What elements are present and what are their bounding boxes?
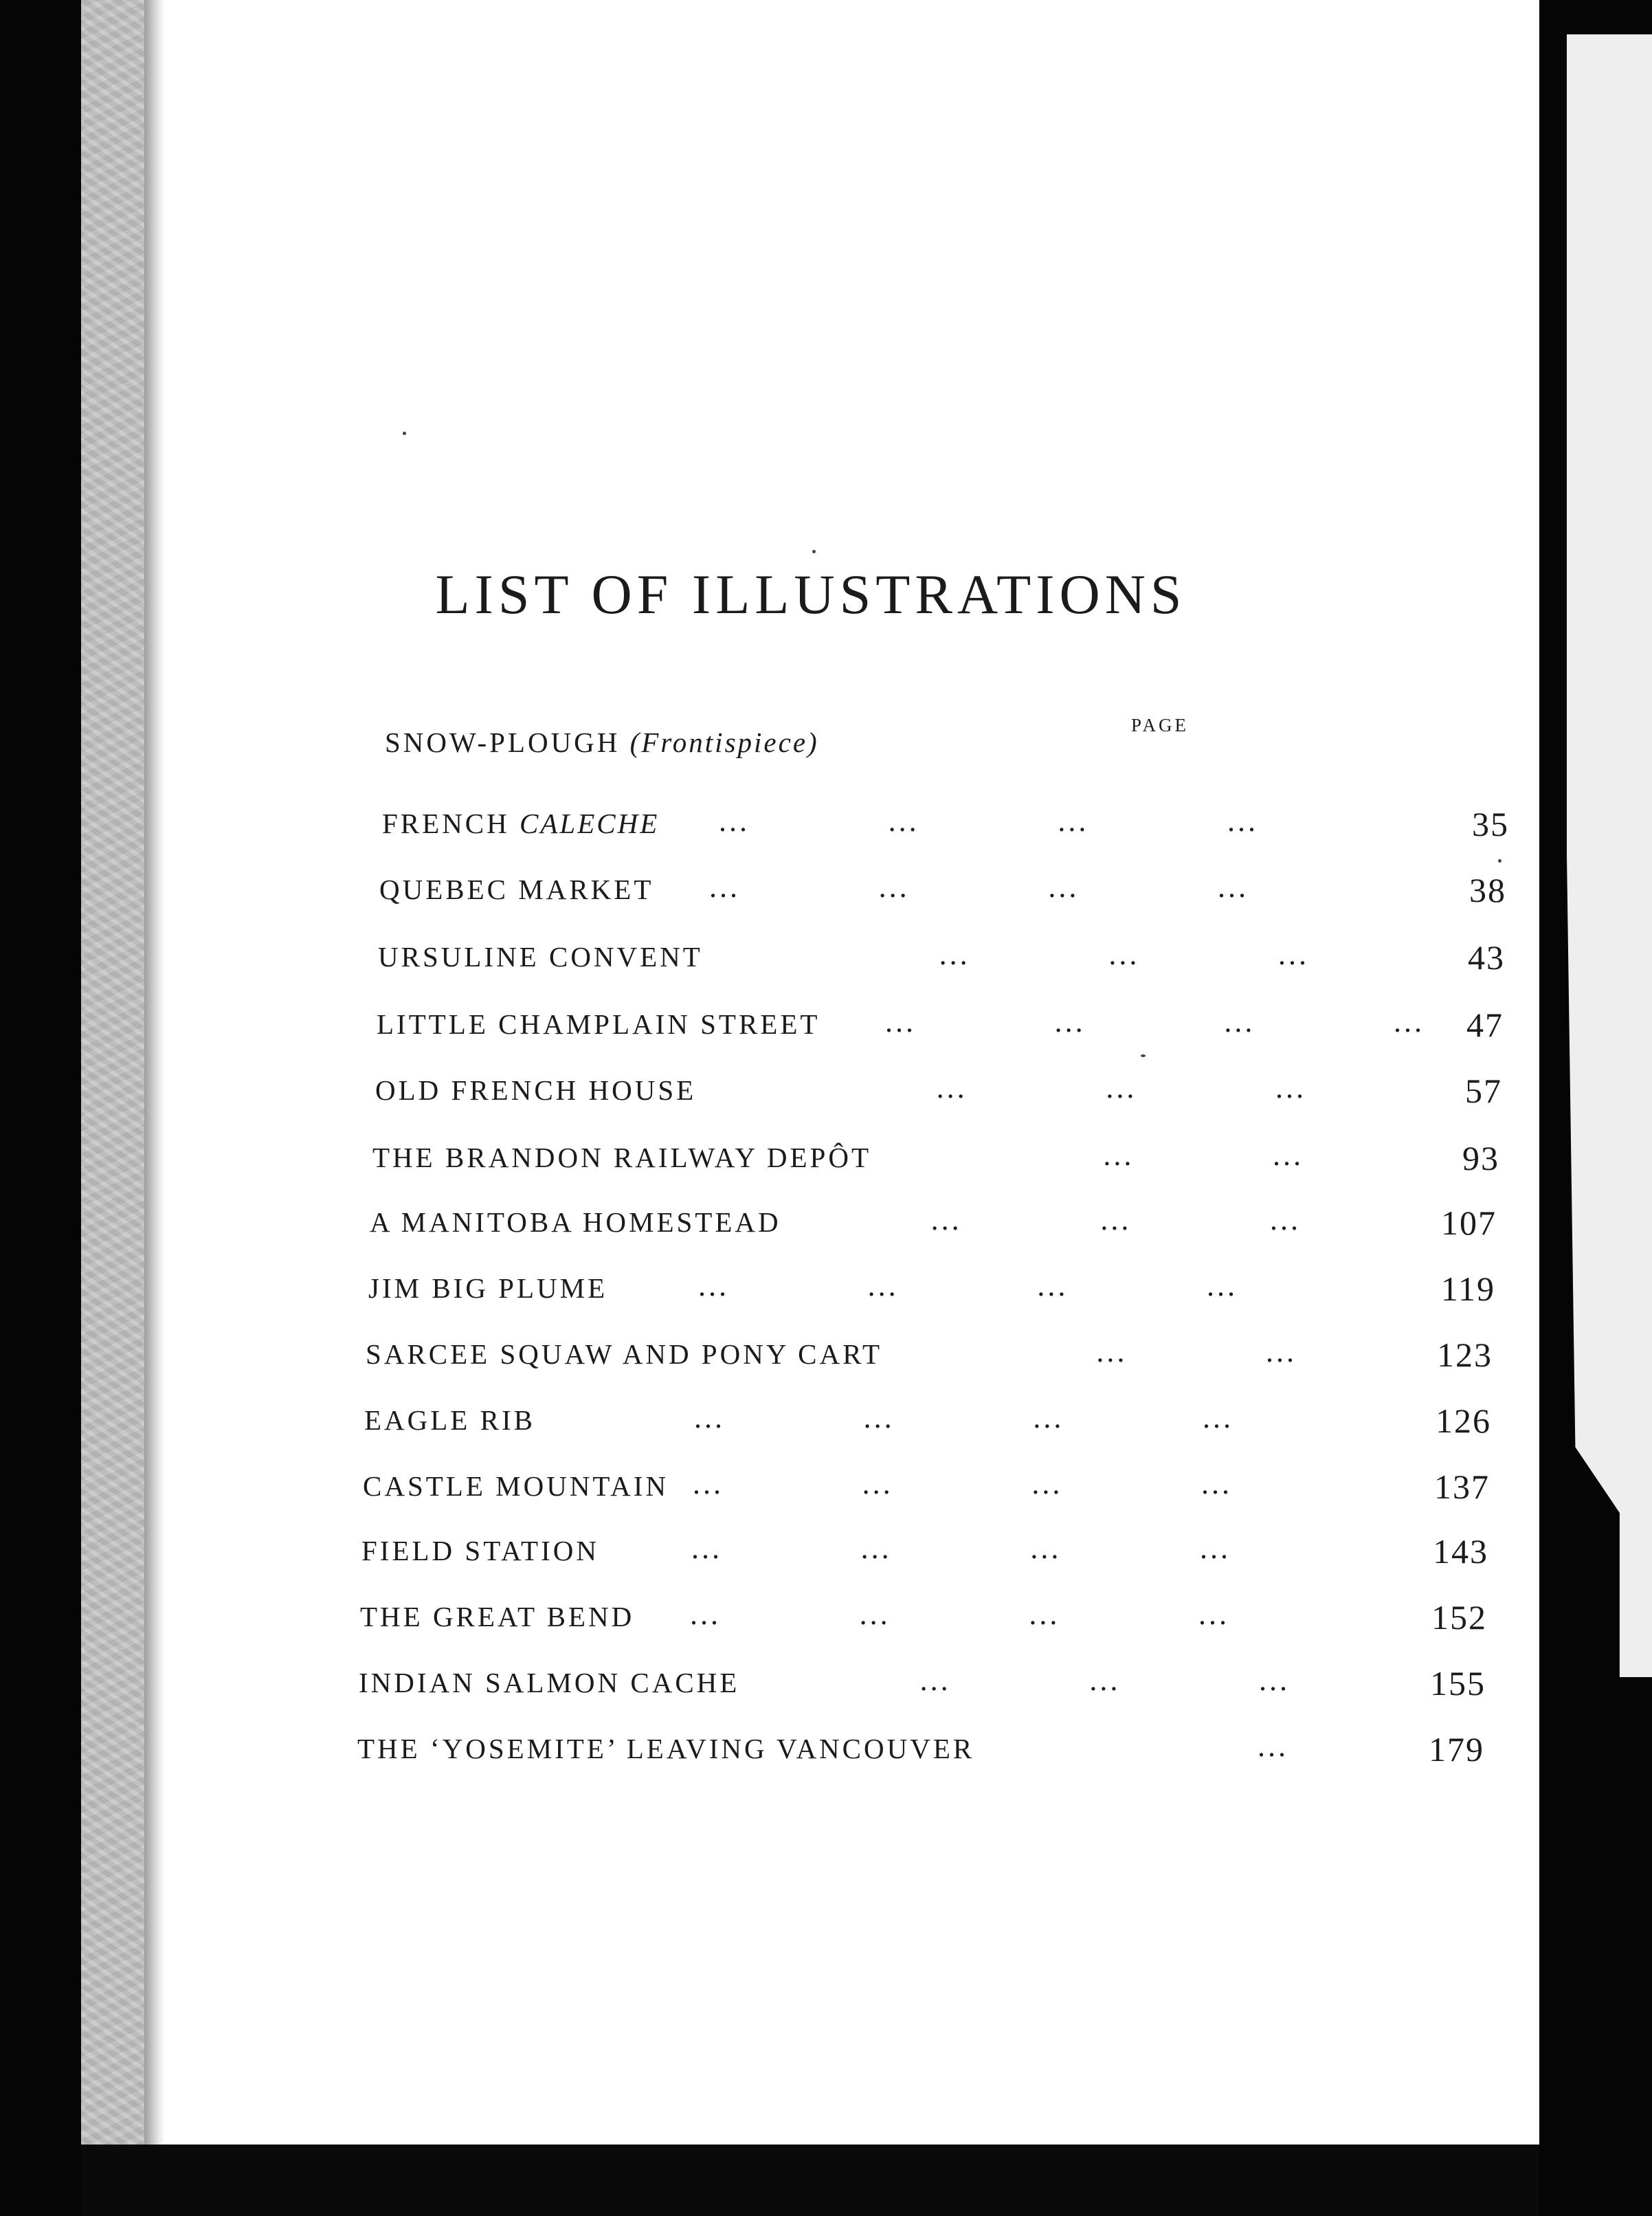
page-number: 137 (1434, 1467, 1490, 1506)
leader-dots: ... (1054, 1005, 1086, 1039)
dot-leaders (694, 1400, 1285, 1435)
page-number: 93 (1462, 1139, 1499, 1177)
illustration-caption (370, 1206, 781, 1239)
caption-text: CASTLE MOUNTAIN (363, 1470, 669, 1502)
page-title: LIST OF ILLUSTRATIONS (435, 563, 1187, 625)
dot-leaders (767, 1070, 1358, 1105)
leader-dots: ... (862, 1467, 893, 1500)
dot-leaders (770, 937, 1361, 972)
caption-text: INDIAN SALMON CACHE (359, 1667, 740, 1698)
leader-dots: ... (1217, 870, 1249, 904)
page-column-label: PAGE (1131, 715, 1190, 735)
dot-leaders (719, 804, 1310, 839)
page-number: 143 (1433, 1532, 1488, 1571)
dot-leaders (709, 869, 1300, 905)
caption-text: A MANITOBA HOMESTEAD (370, 1206, 781, 1238)
caption-text: SARCEE SQUAW AND PONY CART (366, 1338, 883, 1370)
caption-text: JIM BIG PLUME (368, 1272, 608, 1304)
dot-leaders (690, 1597, 1281, 1632)
illustration-entry (363, 1465, 1545, 1509)
leader-dots (1088, 1729, 1170, 1764)
leader-dots: ... (863, 1401, 895, 1434)
leader-dots: ... (1275, 1071, 1306, 1105)
illustration-entry (382, 803, 1564, 847)
illustration-entry (361, 1530, 1543, 1574)
page-number: 43 (1468, 938, 1505, 977)
paper-speck (812, 550, 816, 553)
caption-text: QUEBEC MARKET (379, 874, 654, 905)
dot-leaders (761, 1202, 1352, 1237)
leader-dots (757, 1334, 840, 1369)
leader-dots: ... (1202, 1401, 1234, 1434)
leader-dots: ... (867, 1269, 899, 1303)
leader-dots: ... (693, 1467, 724, 1500)
leader-dots: ... (1269, 1203, 1301, 1237)
page-number: 35 (1472, 805, 1509, 843)
caption-text: THE ‘YOSEMITE’ LEAVING VANCOUVER (357, 1733, 975, 1764)
caption-text: URSULINE CONVENT (378, 941, 703, 973)
dot-leaders (885, 1004, 1476, 1039)
leader-dots: ... (1227, 804, 1258, 838)
leader-dots: ... (860, 1531, 892, 1565)
illustration-entry (366, 1333, 1548, 1377)
leader-dots: ... (1030, 1531, 1062, 1565)
illustration-caption (361, 1534, 599, 1567)
leader-dots: ... (1031, 1467, 1063, 1500)
leader-dots: ... (939, 938, 970, 971)
leader-dots: ... (1089, 1663, 1121, 1697)
page-number: 107 (1441, 1204, 1497, 1242)
illustration-caption (360, 1600, 634, 1633)
page-number: 152 (1431, 1598, 1487, 1637)
leader-dots: ... (919, 1663, 951, 1697)
leader-dots: ... (1258, 1663, 1290, 1697)
leader-dots: ... (1037, 1269, 1069, 1303)
illustration-entry (360, 1596, 1542, 1640)
leader-dots (767, 1070, 849, 1105)
caption-text: THE GREAT BEND (360, 1601, 635, 1632)
paper-speck (1141, 1054, 1146, 1057)
illustration-caption (375, 1074, 696, 1107)
page-number: 123 (1437, 1336, 1493, 1374)
leader-dots: ... (1224, 1005, 1255, 1039)
paper-speck (1498, 859, 1502, 863)
illustration-entry (368, 1267, 1550, 1311)
page-number: 47 (1466, 1006, 1504, 1044)
page-number: 57 (1465, 1072, 1502, 1110)
leader-dots (934, 1138, 1016, 1173)
leader-dots (919, 1729, 1001, 1764)
illustration-caption (364, 1404, 535, 1437)
caption-text: OLD FRENCH HOUSE (375, 1074, 697, 1106)
illustration-caption (377, 1008, 820, 1041)
dot-leaders (693, 1466, 1284, 1501)
dot-leaders (691, 1531, 1282, 1566)
leader-dots: ... (1198, 1597, 1229, 1631)
leader-dots: ... (930, 1203, 962, 1237)
scan-edge-bottom (81, 2145, 1539, 2216)
dot-leaders (749, 1729, 1340, 1764)
leader-dots (761, 1202, 844, 1237)
leader-dots: ... (719, 804, 750, 838)
leader-dots: ... (1199, 1531, 1231, 1565)
leader-dots: ... (1096, 1335, 1128, 1369)
illustration-entry (364, 1399, 1546, 1443)
leader-dots: ... (878, 870, 910, 904)
illustration-caption (382, 807, 659, 840)
leader-dots (927, 1334, 1009, 1369)
leader-dots: ... (1206, 1269, 1238, 1303)
caption-italic: CALECHE (520, 808, 660, 839)
illustration-entry (372, 1137, 1554, 1181)
illustration-entry (375, 1070, 1557, 1113)
leader-dots (770, 937, 852, 972)
leader-dots: ... (936, 1071, 968, 1105)
illustration-entry (379, 869, 1561, 913)
caption-text: SNOW-PLOUGH (385, 727, 630, 758)
leader-dots: ... (859, 1597, 891, 1631)
leader-dots: ... (694, 1401, 725, 1434)
leader-dots: ... (1048, 870, 1080, 904)
illustration-entry (377, 1004, 1559, 1048)
caption-italic: (Frontispiece) (629, 727, 819, 758)
caption-text: EAGLE RIB (364, 1404, 535, 1436)
caption-text: LITTLE CHAMPLAIN STREET (377, 1008, 821, 1040)
dot-leaders (698, 1268, 1289, 1303)
marbled-endpaper (81, 0, 147, 2216)
paper-speck (403, 432, 406, 435)
page-number: 126 (1436, 1401, 1491, 1440)
leader-dots: ... (1103, 1138, 1135, 1172)
caption-text: THE BRANDON RAILWAY DEPÔT (372, 1142, 871, 1173)
illustration-entry (357, 1728, 1539, 1772)
illustration-caption (379, 873, 654, 906)
page-number: 179 (1429, 1730, 1484, 1769)
leader-dots: ... (1277, 938, 1309, 971)
leader-dots: ... (1106, 1071, 1137, 1105)
leader-dots: ... (691, 1531, 722, 1565)
leader-dots: ... (1265, 1335, 1297, 1369)
illustration-entry (359, 1662, 1541, 1706)
illustration-caption (359, 1666, 739, 1699)
leader-dots: ... (1272, 1138, 1304, 1172)
leader-dots: ... (1393, 1005, 1425, 1039)
leader-dots: ... (1108, 938, 1140, 971)
leader-dots (749, 1729, 831, 1764)
illustration-entry (370, 1201, 1552, 1245)
illustration-caption (378, 940, 703, 973)
caption-text: FIELD STATION (361, 1535, 599, 1566)
leader-dots: ... (698, 1269, 729, 1303)
caption-text: FRENCH (382, 808, 520, 839)
illustration-caption (385, 726, 819, 759)
facing-page-edge (1567, 34, 1652, 1677)
page-number: 119 (1440, 1270, 1495, 1308)
leader-dots: ... (885, 1005, 916, 1039)
leader-dots: ... (1029, 1597, 1060, 1631)
leader-dots: ... (1257, 1729, 1288, 1763)
dot-leaders (757, 1334, 1348, 1369)
dot-leaders (750, 1663, 1341, 1698)
page-number: 38 (1469, 871, 1506, 909)
leader-dots: ... (709, 870, 740, 904)
illustration-entry (385, 722, 1567, 766)
illustration-caption (363, 1470, 669, 1503)
leader-dots: ... (1058, 804, 1089, 838)
illustration-caption (368, 1272, 607, 1305)
leader-dots: ... (1201, 1467, 1232, 1500)
scan-edge-left (0, 0, 81, 2216)
leader-dots (750, 1663, 833, 1698)
leader-dots: ... (1100, 1203, 1132, 1237)
leader-dots: ... (690, 1597, 721, 1631)
dot-leaders (764, 1138, 1355, 1173)
illustration-entry (378, 936, 1560, 980)
leader-dots: ... (1033, 1401, 1064, 1434)
leader-dots: ... (888, 804, 919, 838)
page-number: 155 (1430, 1664, 1486, 1703)
binding-shadow (144, 0, 165, 2216)
leader-dots (764, 1138, 847, 1173)
